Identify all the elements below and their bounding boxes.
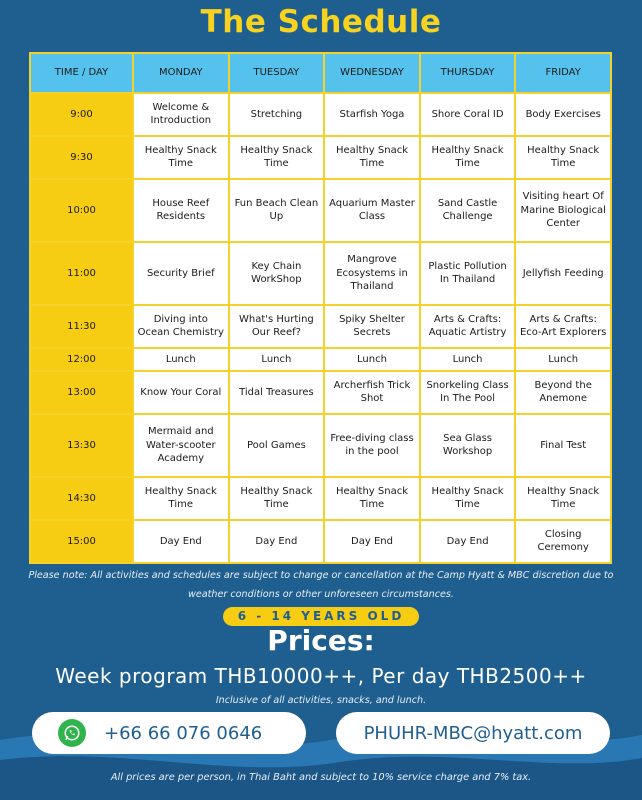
header-thursday: THURSDAY <box>420 53 516 93</box>
activity-cell-thursday: Sand Castle Challenge <box>420 179 516 242</box>
activity-cell-wednesday: Aquarium Master Class <box>324 179 420 242</box>
activity-cell-monday: Mermaid and Water-scooter Academy <box>133 414 229 477</box>
schedule-row <box>30 371 611 414</box>
activity-cell-friday: Visiting heart Of Marine Biological Center <box>515 179 611 242</box>
activity-cell-tuesday: Healthy Snack Time <box>229 477 325 520</box>
time-cell: 14:30 <box>30 477 133 520</box>
activity-cell-monday: Healthy Snack Time <box>133 477 229 520</box>
time-cell: 10:00 <box>30 179 133 242</box>
schedule-row <box>30 136 611 179</box>
page-title: The Schedule <box>200 4 442 40</box>
activity-cell-monday: Healthy Snack Time <box>133 136 229 179</box>
time-cell: 13:00 <box>30 371 133 414</box>
activity-cell-wednesday: Day End <box>324 520 420 563</box>
activity-cell-monday: Day End <box>133 520 229 563</box>
activity-cell-thursday: Plastic Pollution In Thailand <box>420 242 516 305</box>
activity-cell-tuesday: Healthy Snack Time <box>229 136 325 179</box>
activity-cell-friday: Healthy Snack Time <box>515 477 611 520</box>
header-time-day: TIME / DAY <box>30 53 133 93</box>
phone-contact[interactable] <box>32 712 306 754</box>
activity-cell-friday: Healthy Snack Time <box>515 136 611 179</box>
activity-cell-monday: Lunch <box>133 348 229 371</box>
schedule-row <box>30 242 611 305</box>
activity-cell-thursday: Arts & Crafts: Aquatic Artistry <box>420 305 516 348</box>
activity-cell-thursday: Shore Coral ID <box>420 93 516 136</box>
activity-cell-friday: Final Test <box>515 414 611 477</box>
activity-cell-tuesday: Day End <box>229 520 325 563</box>
activity-cell-tuesday: Pool Games <box>229 414 325 477</box>
activity-cell-tuesday: Stretching <box>229 93 325 136</box>
prices-title: Prices: <box>267 624 375 657</box>
age-badge: 6 - 14 YEARS OLD <box>223 607 419 626</box>
time-cell: 15:00 <box>30 520 133 563</box>
schedule-row <box>30 414 611 477</box>
time-cell: 9:00 <box>30 93 133 136</box>
email-address: PHUHR-MBC@hyatt.com <box>363 722 583 744</box>
activity-cell-thursday: Sea Glass Workshop <box>420 414 516 477</box>
activity-cell-tuesday: Fun Beach Clean Up <box>229 179 325 242</box>
phone-number: +66 66 076 0646 <box>104 722 263 744</box>
schedule-row <box>30 520 611 563</box>
activity-cell-friday: Arts & Crafts: Eco-Art Explorers <box>515 305 611 348</box>
time-cell: 9:30 <box>30 136 133 179</box>
activity-cell-tuesday: What's Hurting Our Reef? <box>229 305 325 348</box>
activity-cell-wednesday: Archerfish Trick Shot <box>324 371 420 414</box>
activity-cell-thursday: Snorkeling Class In The Pool <box>420 371 516 414</box>
footer-note: All prices are per person, in Thai Baht and subject to 10% service charge and 7% tax. <box>110 772 532 783</box>
header-monday: MONDAY <box>133 53 229 93</box>
activity-cell-tuesday: Tidal Treasures <box>229 371 325 414</box>
activity-cell-wednesday: Mangrove Ecosystems in Thailand <box>324 242 420 305</box>
activity-cell-friday: Body Exercises <box>515 93 611 136</box>
header-tuesday: TUESDAY <box>229 53 325 93</box>
email-contact[interactable] <box>336 712 610 754</box>
activity-cell-wednesday: Healthy Snack Time <box>324 136 420 179</box>
whatsapp-icon <box>58 719 86 747</box>
prices-inclusive-note: Inclusive of all activities, snacks, and lunch. <box>215 695 427 706</box>
schedule-row <box>30 477 611 520</box>
activity-cell-friday: Jellyfish Feeding <box>515 242 611 305</box>
activity-cell-tuesday: Lunch <box>229 348 325 371</box>
activity-cell-monday: Security Brief <box>133 242 229 305</box>
schedule-header-row <box>30 53 611 93</box>
activity-cell-thursday: Lunch <box>420 348 516 371</box>
activity-cell-wednesday: Starfish Yoga <box>324 93 420 136</box>
activity-cell-monday: Know Your Coral <box>133 371 229 414</box>
header-wednesday: WEDNESDAY <box>324 53 420 93</box>
disclaimer-note: Please note: All activities and schedules are subject to change or cancellation at the Camp Hyatt & MBC discretion due to weather conditions or other unforeseen circumstances. <box>28 570 614 600</box>
prices-line: Week program THB10000++, Per day THB2500++ <box>55 664 587 688</box>
activity-cell-wednesday: Spiky Shelter Secrets <box>324 305 420 348</box>
activity-cell-tuesday: Key Chain WorkShop <box>229 242 325 305</box>
activity-cell-friday: Lunch <box>515 348 611 371</box>
activity-cell-thursday: Healthy Snack Time <box>420 477 516 520</box>
activity-cell-friday: Beyond the Anemone <box>515 371 611 414</box>
schedule-row <box>30 179 611 242</box>
time-cell: 11:00 <box>30 242 133 305</box>
time-cell: 12:00 <box>30 348 133 371</box>
activity-cell-monday: House Reef Residents <box>133 179 229 242</box>
activity-cell-monday: Diving into Ocean Chemistry <box>133 305 229 348</box>
activity-cell-wednesday: Free-diving class in the pool <box>324 414 420 477</box>
activity-cell-monday: Welcome & Introduction <box>133 93 229 136</box>
activity-cell-thursday: Day End <box>420 520 516 563</box>
schedule-row <box>30 93 611 136</box>
schedule-table <box>29 52 612 564</box>
activity-cell-wednesday: Lunch <box>324 348 420 371</box>
activity-cell-wednesday: Healthy Snack Time <box>324 477 420 520</box>
time-cell: 13:30 <box>30 414 133 477</box>
header-friday: FRIDAY <box>515 53 611 93</box>
time-cell: 11:30 <box>30 305 133 348</box>
schedule-row <box>30 305 611 348</box>
activity-cell-thursday: Healthy Snack Time <box>420 136 516 179</box>
schedule-row <box>30 348 611 371</box>
activity-cell-friday: Closing Ceremony <box>515 520 611 563</box>
